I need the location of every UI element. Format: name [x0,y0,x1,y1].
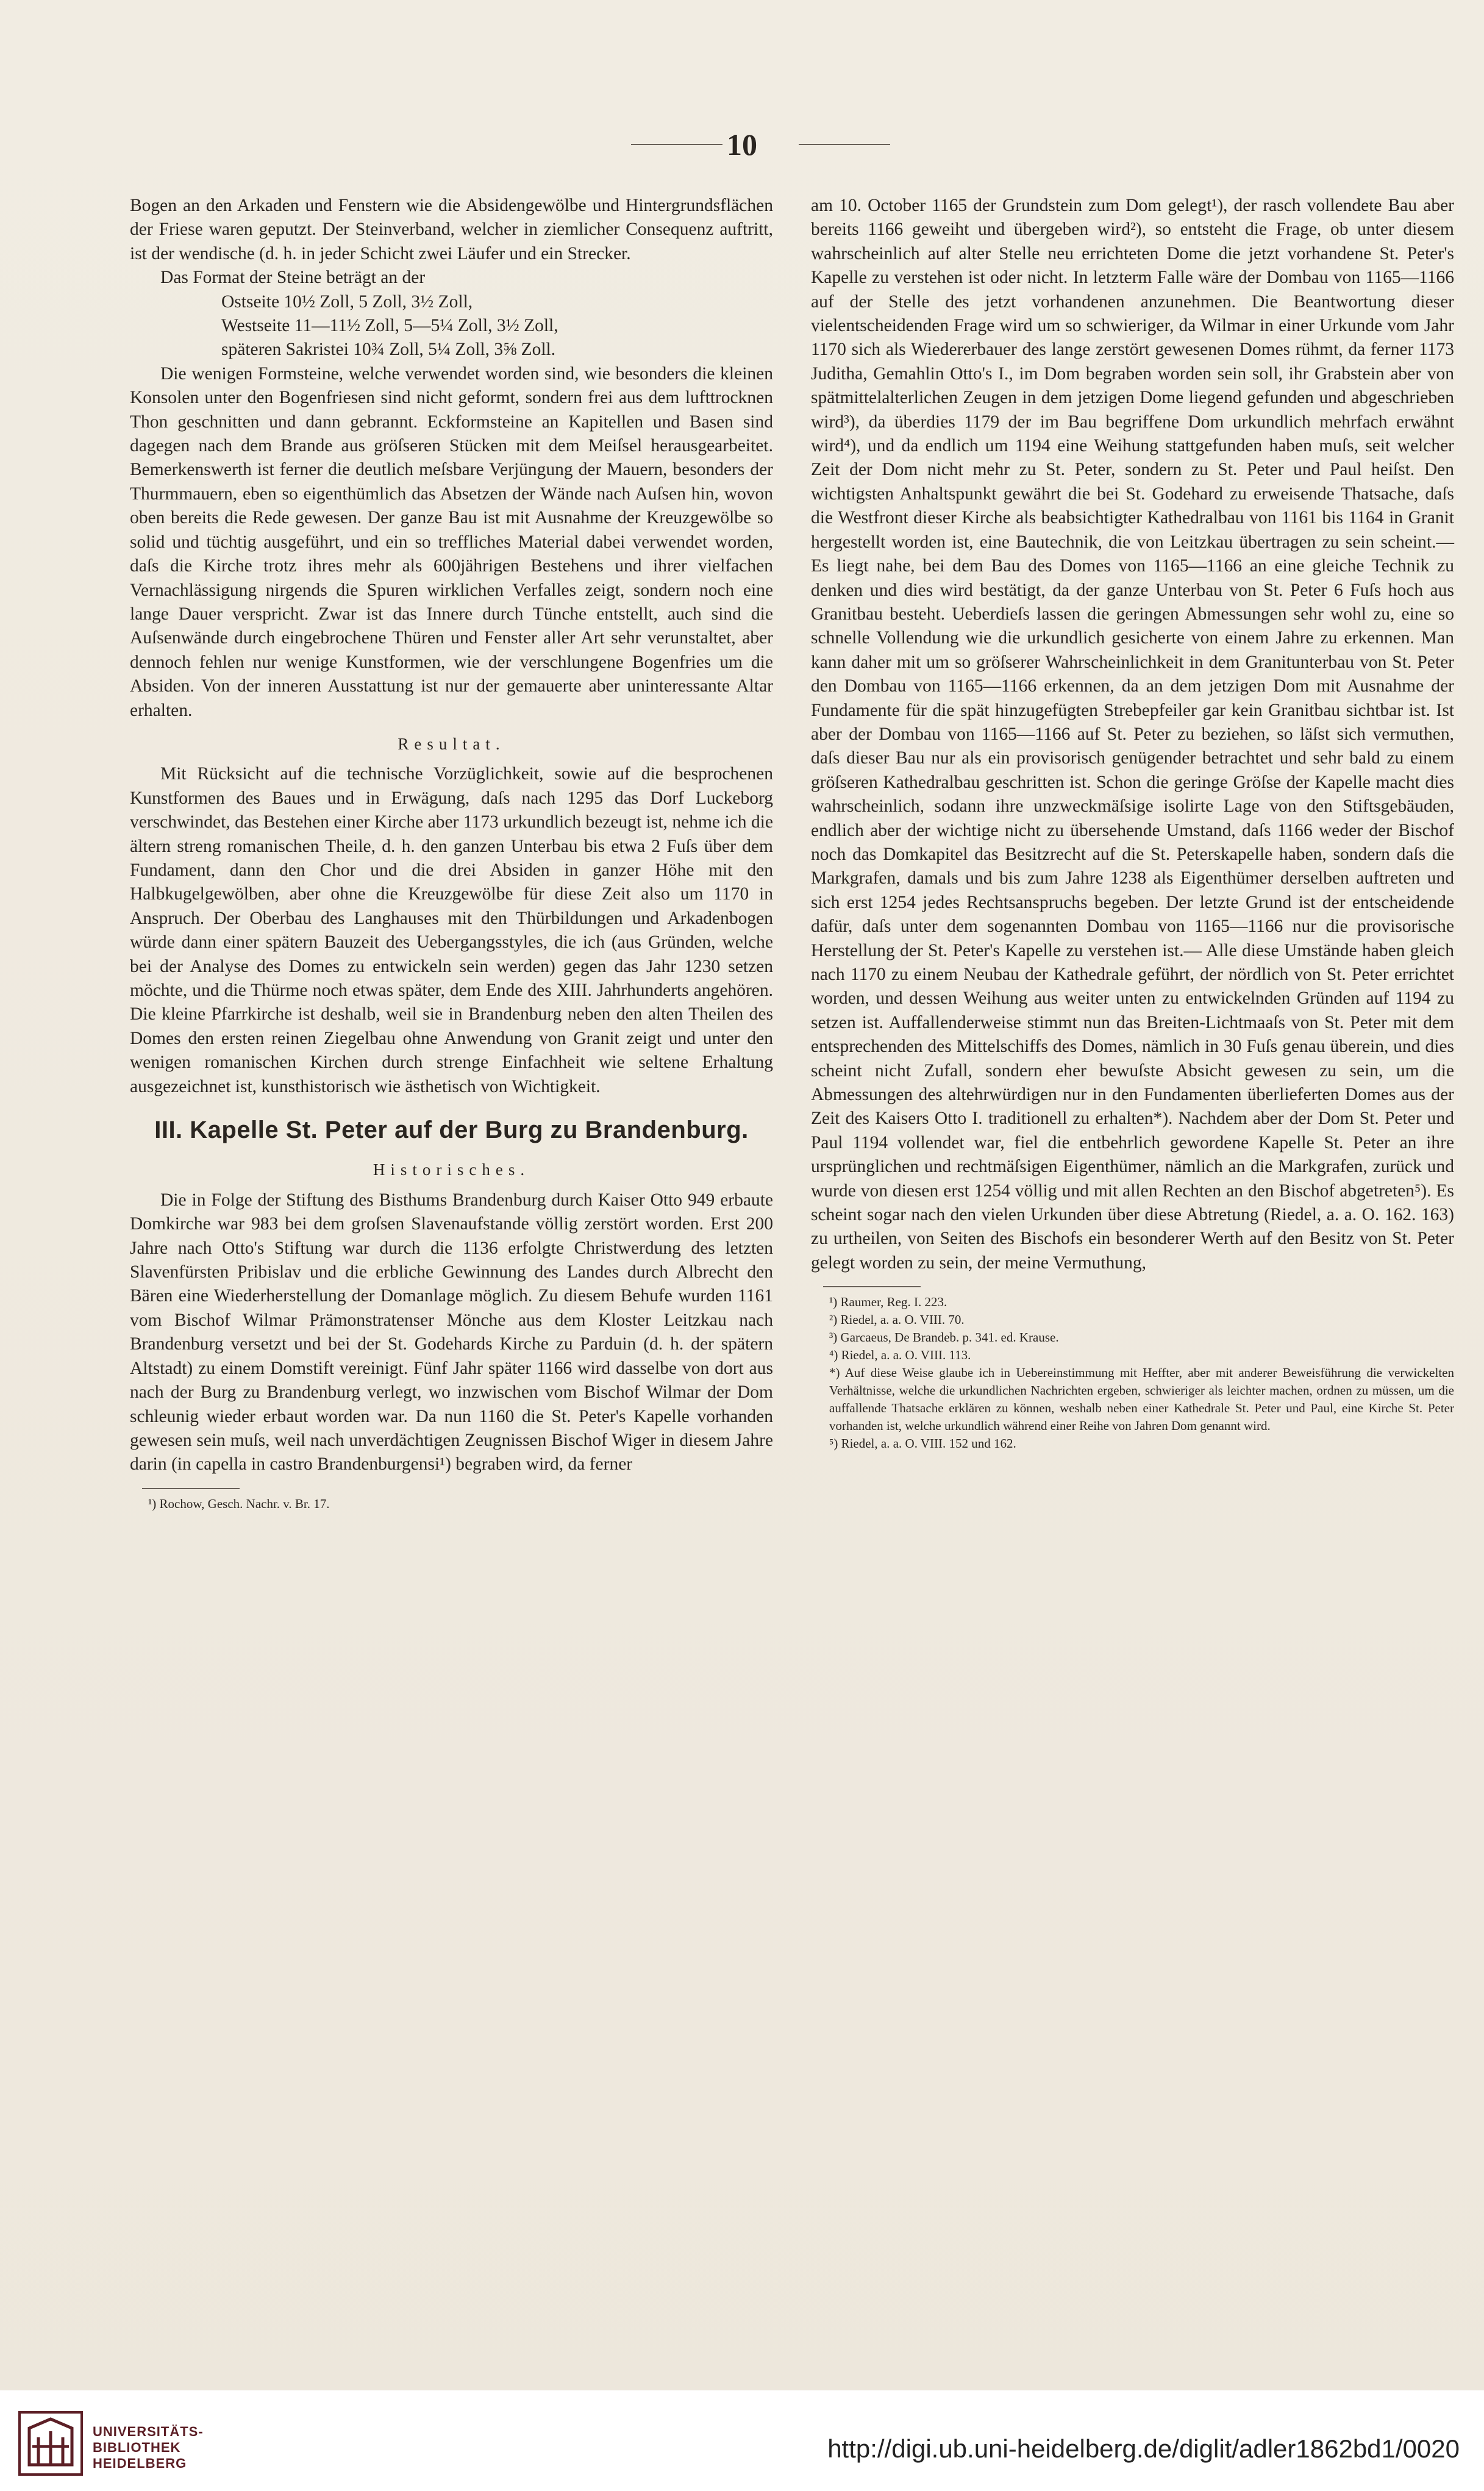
logo-line-3: HEIDELBERG [93,2456,187,2471]
footnote-item: ³) Garcaeus, De Brandeb. p. 341. ed. Krause. [829,1330,1059,1345]
footnote-item: ²) Riedel, a. a. O. VIII. 70. [829,1312,965,1328]
section-heading: III. Kapelle St. Peter auf der Burg zu Brandenburg. [154,1117,749,1144]
left-column [130,194,773,1513]
brick-formats-list [221,290,773,362]
footnote-rule-right [823,1286,921,1287]
footnote-item: ⁵) Riedel, a. a. O. VIII. 152 und 162. [829,1436,1016,1451]
footnotes-right [811,1293,1454,1453]
university-library-logo-icon [17,2410,84,2477]
footnote-item: ¹) Rochow, Gesch. Nachr. v. Br. 17. [148,1496,330,1511]
format-sacristy: späteren Sakristei 10¾ Zoll, 5¼ Zoll, 3⅝ Zoll. [221,340,556,360]
footnote-star: *) Auf diese Weise glaube ich in Uebereinstimmung mit Heffter, aber mit anderer Beweisführung die verwickelten Verhältnisse, welche die urkundlichen Nachrichten ergeben, schwieriger als leichter machen, ordnen zu müssen, um die auffallende Thatsache erklären zu können, weshalb neben einer Kathedrale St. Peter und Paul, eine Kirche St. Peter vorhanden ist, welche urkundlich während einer Reihe von Jahren Dom genannt wird. [829,1365,1454,1434]
footnotes-left [130,1495,773,1513]
format-west: Westseite 11—11½ Zoll, 5—5¼ Zoll, 3½ Zoll, [221,316,558,336]
format-east: Ostseite 10½ Zoll, 5 Zoll, 3½ Zoll, [221,291,473,312]
source-url-link[interactable]: http://digi.ub.uni-heidelberg.de/diglit/adler1862bd1/0020 [827,2434,1460,2463]
paragraph-main-right: am 10. October 1165 der Grundstein zum Dom gelegt¹), der rasch vollendete Bau aber bereits 1166 geweiht und übergeben wird²), so entsteht die Frage, ob unter diesem wahrscheinlich auf alter Stelle neu errichteten Dome die jetzt vorhandene St. Peter's Kapelle zu verstehen ist oder nicht. In letzterm Falle wäre der Dombau von 1165—1166 auf der Stelle des jetzt vorhandenen anzunehmen. Die Beantwortung dieser vielentscheidenden Frage wird um so schwieriger, da Wilmar in einer Urkunde vom Jahr 1170 sich als Wiedererbauer des lange zerstört gewesenen Domes rühmt, da ferner 1173 Juditha, Gemahlin Otto's I., im Dom begraben worden sein soll, ihr Grabstein aber von spätmittelalterlichen Zeugen in dem jetzigen Dome liegend gefunden und abgeschrieben wird³), da überdies 1179 der im Bau begriffene Dom urkundlich mehrfach erwähnt wird⁴), und da endlich um 1194 eine Weihung stattgefunden haben muſs, seit welcher Zeit der Dom nicht mehr zu St. Peter, sondern zu St. Peter und Paul heiſst. Den wichtigsten Anhaltspunkt gewährt die bei St. Godehard zu erweisende Thatsache, daſs die Westfront dieser Kirche als beabsichtigter Kathedralbau von 1161 bis 1164 in Granit hergestellt worden ist, eine Bautechnik, die von Leitzkau übertragen zu sein scheint.— Es liegt nahe, bei dem Bau des Domes von 1165—1166 an eine gleiche Technik zu denken und dies wird bestätigt, da der ganze Unterbau von St. Peter 6 Fuſs hoch aus Granitbau besteht. Ueberdieſs lassen die geringen Abmessungen sehr wohl zu, eine so schnelle Vollendung wie die urkundlich gesicherte von einem Jahre zu erkennen. Man kann daher mit um so gröſserer Wahrscheinlichkeit in dem Granitunterbau von St. Peter den Dombau von 1165—1166 erkennen, da an dem jetzigen Dom mit Ausnahme der Fundamente für die spät hinzugefügten Strebepfeiler gar kein Granitbau sichtbar ist. Ist aber der Dombau von 1165—1166 auf St. Peter zu beziehen, so läſst sich vermuthen, daſs dieser Bau nur als ein provisorisch genügender betrachtet und sehr bald zu einem gröſseren Kathedralbau geschritten ist. Schon die geringe Gröſse der Kapelle macht dies wahrscheinlich, sodann ihre unzweckmäſsige isolirte Lage von den Stiftsgebäuden, endlich aber der wichtige nicht zu übersehende Umstand, daſs 1166 weder der Bischof noch das Domkapitel das Besitzrecht auf die St. Peterskapelle haben, sondern daſs die Markgrafen, damals und bis zum Jahre 1238 als Eigenthümer derselben auftreten und sich erst 1254 jedes Rechtsanspruchs begeben. Der letzte Grund ist der entscheidende dafür, daſs unter dem sogenannten Dombau von 1165—1166 nur die provisorische Herstellung der St. Peter's Kapelle zu verstehen ist.— Alle diese Umstände haben gleich nach 1170 zu einem Neubau der Kathedrale geführt, der nördlich von St. Peter errichtet worden, und dessen Weihung aus weiter unten zu entwickelnden Gründen auf 1194 zu setzen ist. Auffallenderweise stimmt nun das Breiten-Lichtmaaſs von St. Peter mit dem entsprechenden des Mittelschiffs des Domes, nämlich in 30 Fuſs genau überein, und dies scheint nicht Zufall, sondern eher bewuſste Absicht gewesen zu sein, um die Abmessungen des altehrwürdigen nur in den Fundamenten überlieferten Domes aus der Zeit des Kaisers Otto I. traditionell zu erhalten*). Nachdem aber der Dom St. Peter und Paul 1194 vollendet war, fiel die entbehrlich gewordene Kapelle St. Peter an ihre ursprünglichen und rechtmäſsigen Eigenthümer, nämlich an die Markgrafen, zurück und wurde von diesen erst 1254 völlig und mit allen Rechten an den Bischof abgetreten⁵). Es scheint sogar nach den vielen Urkunden über diese Abtretung (Riedel, a. a. O. 162. 163) zu urtheilen, von Seiten des Bischofs ein besonderer Werth auf den Besitz von St. Peter gelegt worden zu sein, der meine Vermuthung, [811,196,1454,1273]
paragraph-top: Bogen an den Arkaden und Fenstern wie die Absidengewölbe und Hintergrundsflächen der Friese waren geputzt. Der Steinverband, welcher in ziemlicher Consequenz auftritt, ist der wendische (d. h. in jeder Schicht zwei Läufer und ein Strecker. [130,196,773,263]
library-name [93,2424,204,2471]
footnote-item: ¹) Raumer, Reg. I. 223. [829,1295,947,1310]
logo-line-1: UNIVERSITÄTS- [93,2424,204,2439]
subheading-historisches: Historisches. [373,1160,530,1179]
paragraph-formsteine: Die wenigen Formsteine, welche verwendet worden sind, wie besonders die kleinen Konsolen unter den Bogenfriesen sind nicht geformt, sondern frei aus dem lufttrocknen Thon geschnitten und dann gebrannt. Eckformsteine an Kapitellen und Basen sind dagegen nach dem Brande aus gröſseren Stücken mit dem Meiſsel herausgearbeitet. Bemerkenswerth ist ferner die deutlich meſsbare Verjüngung der Mauern, besonders der Thurmmauern, eben so eigenthümlich das Absetzen der Wände nach Auſsen hin, wovon oben bereits die Rede gewesen. Der ganze Bau ist mit Ausnahme der Kreuzgewölbe so solid und tüchtig ausgeführt, und ein so treffliches Material dabei verwendet worden, daſs die Kirche trotz ihres mehr als 600jährigen Bestehens und ihrer vielfachen Vernachlässigung nirgends die Spuren wirklichen Verfalles zeigt, sondern noch eine lange Dauer verspricht. Zwar ist das Innere durch Tünche entstellt, auch sind die Auſsenwände durch eingebrochene Thüren und Fenster aller Art sehr verunstaltet, aber dennoch fehlen nur wenige Kunstformen, wie der verschlungene Bogenfries um die Absiden. Von der inneren Ausstattung ist nur der gemauerte aber uninteressante Altar erhalten. [130,363,773,720]
logo-line-2: BIBLIOTHEK [93,2440,181,2455]
right-column [811,194,1454,1453]
paragraph-resultat: Mit Rücksicht auf die technische Vorzüglichkeit, sowie auf die besprochenen Kunstformen des Baues und in Erwägung, daſs nach 1295 das Dorf Luckeborg verschwindet, das Bestehen einer Kirche aber 1173 urkundlich bezeugt ist, nehme ich die ältern streng romanischen Theile, d. h. den ganzen Unterbau bis etwa 2 Fuſs über dem Fundament, dann den Chor und die drei Absiden in ganzer Höhe mit den Halbkugelgewölben, aber ohne die Kreuzgewölbe für diese Zeit also um 1170 in Anspruch. Der Oberbau des Langhauses mit den Thürbildungen und Arkadenbogen würde dann einer spätern Bauzeit des Uebergangsstyles, die ich (aus Gründen, welche bei der Analyse des Domes zu entwickeln sein werden) gegen das Jahr 1230 setzen möchte, und die Thürme noch etwas später, dem Ende des XIII. Jahrhunderts angehören. Die kleine Pfarrkirche ist deshalb, weil sie in Brandenburg neben den alten Theilen des Domes den ersten reinen Ziegelbau ohne Anwendung von Granit zeigt und unter den wenigen romanischen Kirchen durch strenge Einfachheit wie seltene Erhaltung ausgezeichnet ist, kunsthistorisch wie ästhetisch von Wichtigkeit. [130,764,773,1096]
page-number: 10 [727,127,757,162]
format-intro: Das Format der Steine beträgt an der [160,268,426,288]
paragraph-historisches: Die in Folge der Stiftung des Bisthums Brandenburg durch Kaiser Otto 949 erbaute Domkirche war 983 bei dem groſsen Slavenaufstande völlig zerstört worden. Erst 200 Jahre nach Otto's Stiftung war durch die 1136 erfolgte Christwerdung des letzten Slavenfürsten Pribislav und die erbliche Gewinnung des Landes durch Albrecht den Bären eine Wiederherstellung der Domanlage möglich. Zu diesem Behufe wurden 1161 vom Bischof Wilmar Prämonstratenser Mönche aus dem Kloster Leitzkau nach Brandenburg versetzt und bei der St. Godehards Kirche zu Parduin (d. h. der spätern Altstadt) zu einem Domstift vereinigt. Fünf Jahr später 1166 wird dasselbe von dort aus nach der Burg zu Brandenburg verlegt, wo inzwischen vom Bischof Wilmar der Dom schleunig wieder erbaut worden war. Da nun 1160 die St. Peter's Kapelle vorhanden gewesen sein muſs, weil nach unverdächtigen Zeugnissen Bischof Wiger in diesem Jahre darin (in capella in castro Brandenburgensi¹) begraben wird, da ferner [130,1190,773,1474]
subheading-resultat: Resultat. [398,734,505,753]
header-rule-right [799,144,890,145]
footnote-rule-left [142,1488,240,1489]
footnote-item: ⁴) Riedel, a. a. O. VIII. 113. [829,1348,971,1363]
